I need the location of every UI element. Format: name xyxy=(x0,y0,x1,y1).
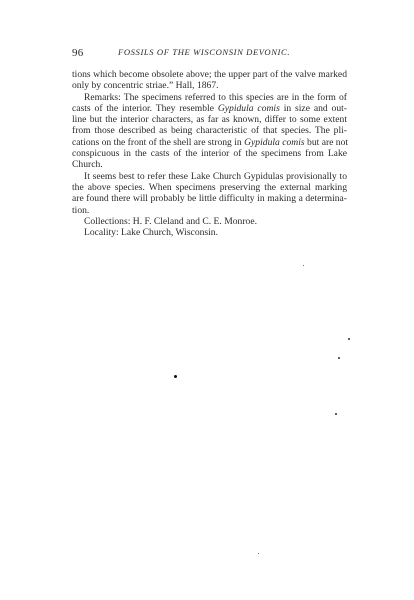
paper-speck xyxy=(335,413,337,415)
conclusion-line-3: are found there will probably be little difficulty in making a determina- xyxy=(72,193,347,205)
conclusion-line-1: It seems best to refer these Lake Church Gypidulas provisionally to xyxy=(84,170,347,182)
remarks-line-5 xyxy=(72,137,347,148)
locality-value: Lake Church, Wisconsin. xyxy=(121,227,219,239)
remarks-line-2 xyxy=(72,103,347,114)
remarks-line-6: conspicuous in the casts of the interior of the specimens from Lake xyxy=(72,148,347,160)
conclusion-line-2: the above species. When specimens preserving the external marking xyxy=(72,181,347,193)
remarks-line-3: line but the interior characters, as far as known, differ to some extent xyxy=(72,114,347,126)
paper-speck xyxy=(338,357,340,359)
remarks-line-4: from those described as being characteristic of that species. The pli- xyxy=(72,125,347,137)
paper-speck xyxy=(258,553,259,554)
remarks-line-1 xyxy=(72,92,347,103)
remarks-line-7: Church. xyxy=(72,159,103,171)
page-number: 96 xyxy=(72,47,84,59)
locality-line xyxy=(72,227,347,238)
species-name: Gypidula comis xyxy=(217,102,280,114)
paper-speck xyxy=(348,338,350,340)
continuation-line-2: only by concentric striae.” Hall, 1867. xyxy=(72,80,219,92)
paper-speck xyxy=(303,265,304,266)
continuation-line-1: tions which become obsolete above; the upper part of the valve marked xyxy=(72,69,347,80)
running-head: FOSSILS OF THE WISCONSIN DEVONIC. xyxy=(118,47,291,57)
locality-label: Locality: xyxy=(84,227,119,239)
remarks-line-5-tail: but are not xyxy=(307,136,349,148)
remarks-line-1-text: The specimens referred to this species are in the form of xyxy=(123,91,347,103)
remarks-line-2-text: casts of the interior. They resemble xyxy=(72,102,214,114)
body-text xyxy=(72,69,347,238)
ink-dot xyxy=(174,375,177,378)
remarks-line-5-text: cations on the front of the shell are strong in xyxy=(72,136,242,148)
species-name: Gypidula comis xyxy=(244,136,305,148)
conclusion-line-4: tion. xyxy=(72,204,90,216)
remarks-line-2-tail: in size and out- xyxy=(283,102,347,114)
remarks-label: Remarks: xyxy=(84,91,121,103)
collections-line xyxy=(72,216,347,227)
collections-value: H. F. Cleland and C. E. Monroe. xyxy=(132,215,257,227)
collections-label: Collections: xyxy=(84,215,131,227)
